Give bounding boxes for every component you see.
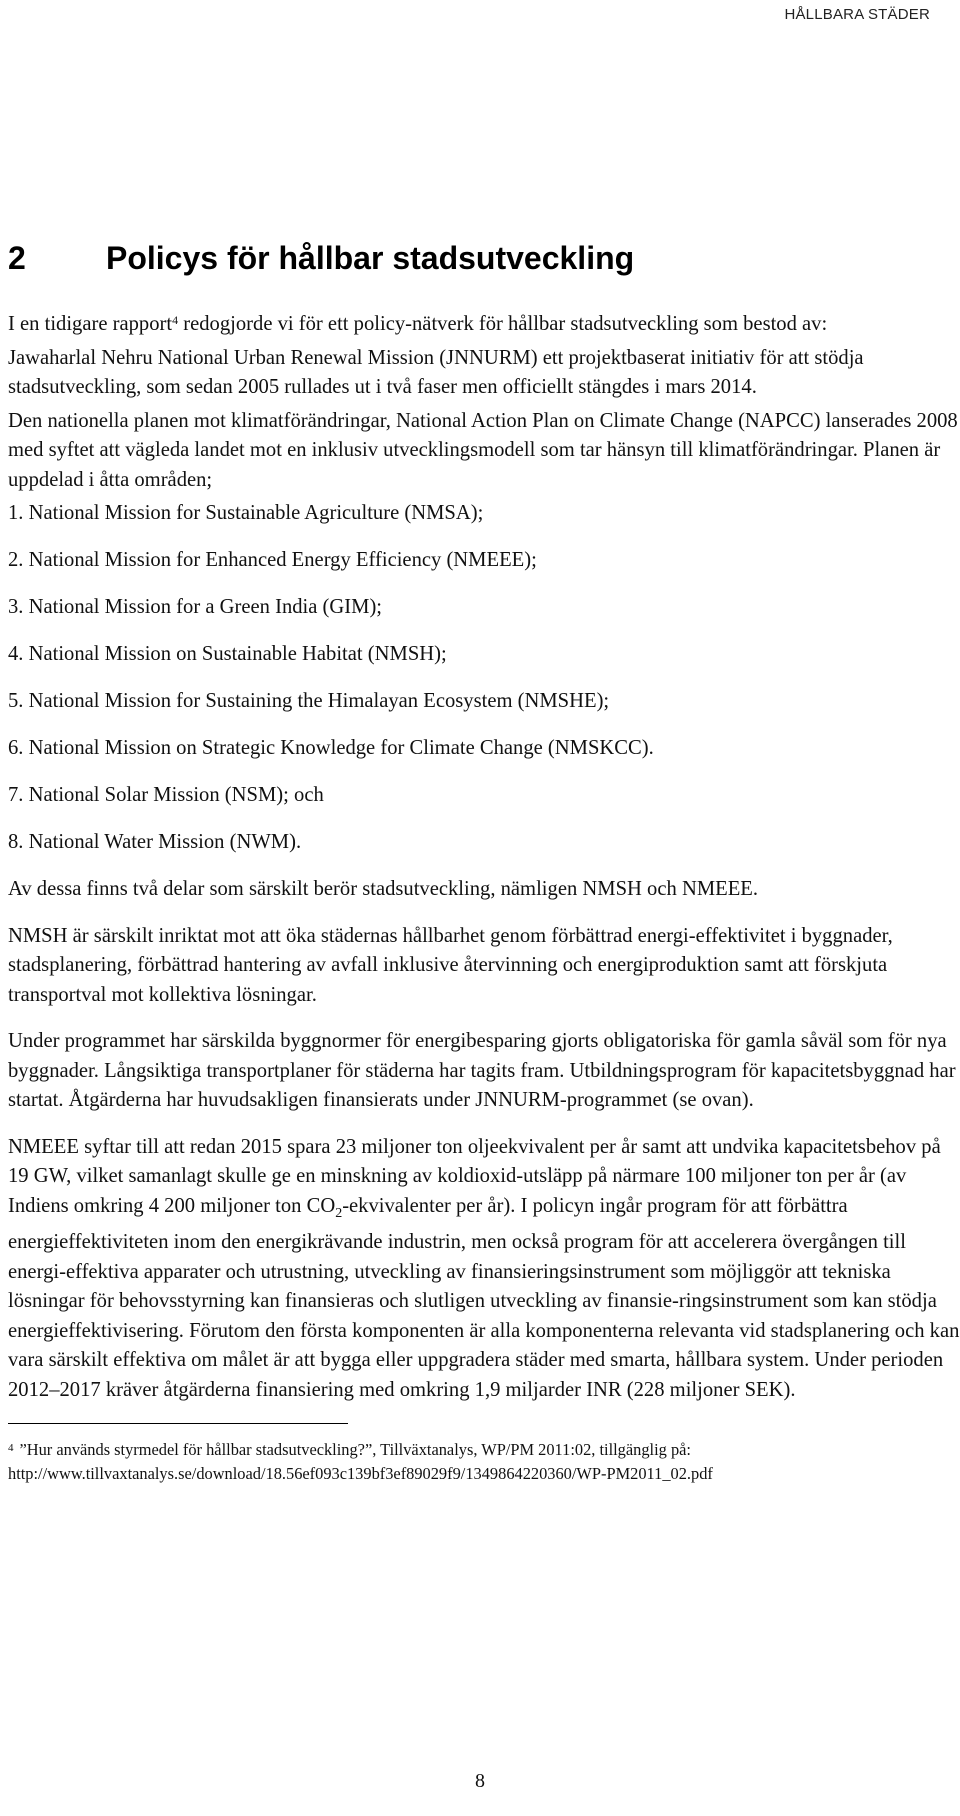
mission-item: 8. National Water Mission (NWM). (8, 831, 302, 853)
section-heading (8, 240, 948, 277)
footnote-text[interactable]: ”Hur används styrmedel för hållbar stadsutveckling?”, Tillväxtanalys, WP/PM 2011:02, tillgänglig på: http://www.tillvaxtanalys.se/download/18.56ef093c139bf3ef89029f9/1349864220360/WP-PM2011_02.pdf (8, 1440, 713, 1483)
mission-item: 4. National Mission on Sustainable Habitat (NMSH); (8, 643, 447, 665)
section-number: 2 (8, 240, 26, 276)
body-text (8, 310, 960, 1422)
jnnurm-paragraph: Jawaharlal Nehru National Urban Renewal Mission (JNNURM) ett projektbaserat initiativ för att stödja stadsutveckling, som sedan 2005 rullades ut i två faser men officiellt stängdes i mars 2014. (8, 346, 864, 398)
nmeee-paragraph (8, 1133, 960, 1406)
mission-item: 2. National Mission for Enhanced Energy Efficiency (NMEEE); (8, 549, 537, 571)
nmeee-text-cont: -ekvivalenter per år). I policyn ingår program för att förbättra energieffektiviteten inom den energikrävande industrin, men också program för att accelerera övergången till energi-effektiva apparater och utrustning, utveckling av finansieringsinstrument som möjliggör att tekniska lösningar för behovsstyrning kan finansieras och slutligen utveckling av finansie-ringsinstrument som kan stödja energieffektivisering. Förutom den första komponenten är alla komponenterna relevanta vid stadsplanering och kan vara särskilt effektiva om målet är att bygga eller uppgradera städer med smarta, hållbara system. Under perioden 2012–2017 kräver åtgärderna finansiering med omkring 1,9 miljarder INR (228 miljoner SEK). (8, 1194, 960, 1401)
mission-item: 1. National Mission for Sustainable Agriculture (NMSA); (8, 502, 484, 524)
napcc-paragraph: Den nationella planen mot klimatförändringar, National Action Plan on Climate Change (NAPCC) lanserades 2008 med syftet att vägleda landet mot en inklusiv utvecklingsmodell som tar hänsyn till klimatförändringar. Planen är uppdelad i åtta områden; (8, 409, 958, 491)
footnote-separator (8, 1423, 348, 1424)
mission-item: 5. National Mission for Sustaining the Himalayan Ecosystem (NMSHE); (8, 690, 610, 712)
co2-subscript: 2 (335, 1205, 343, 1221)
running-header: HÅLLBARA STÄDER (784, 6, 930, 23)
mission-item: 3. National Mission for a Green India (GIM); (8, 596, 383, 618)
program-paragraph: Under programmet har särskilda byggnormer för energibesparing gjorts obligatoriska för gamla såväl som för nya byggnader. Långsiktiga transportplaner för städerna har tagits fram. Utbildningsprogram för kapacitetsbyggnad har startat. Åtgärderna har huvudsakligen finansierats under JNNURM-programmet (se ovan). (8, 1030, 956, 1111)
footnote-reference[interactable]: 4 (172, 313, 179, 327)
two-parts-paragraph: Av dessa finns två delar som särskilt berör stadsutveckling, nämligen NMSH och NMEEE. (8, 878, 759, 900)
intro-paragraph (8, 310, 960, 340)
page-number: 8 (475, 1770, 485, 1792)
nmsh-paragraph: NMSH är särskilt inriktat mot att öka städernas hållbarhet genom förbättrad energi-effektivitet i byggnader, stadsplanering, förbättrad hantering av avfall inklusive återvinning och energiproduktion samt att förskjuta transportval mot kollektiva lösningar. (8, 924, 893, 1006)
mission-item: 7. National Solar Mission (NSM); och (8, 784, 324, 806)
mission-item: 6. National Mission on Strategic Knowledge for Climate Change (NMSKCC). (8, 737, 654, 759)
footnote (8, 1438, 960, 1486)
intro-text-cont: redogjorde vi för ett policy-nätverk för hållbar stadsutveckling som bestod av: (178, 313, 828, 335)
nmeee-text: NMEEE syftar till att redan 2015 spara 23 miljoner ton oljeekvivalent per år samt att undvika kapacitetsbehov på 19 GW, vilket samanlagt skulle ge en minskning av koldioxid-utsläpp på närmare 100 miljoner ton per år (av Indiens omkring 4 200 miljoner ton CO (8, 1135, 941, 1217)
footnote-mark: 4 (8, 1442, 14, 1454)
intro-text: I en tidigare rapport (8, 313, 173, 335)
section-title: Policys för hållbar stadsutveckling (106, 240, 635, 276)
